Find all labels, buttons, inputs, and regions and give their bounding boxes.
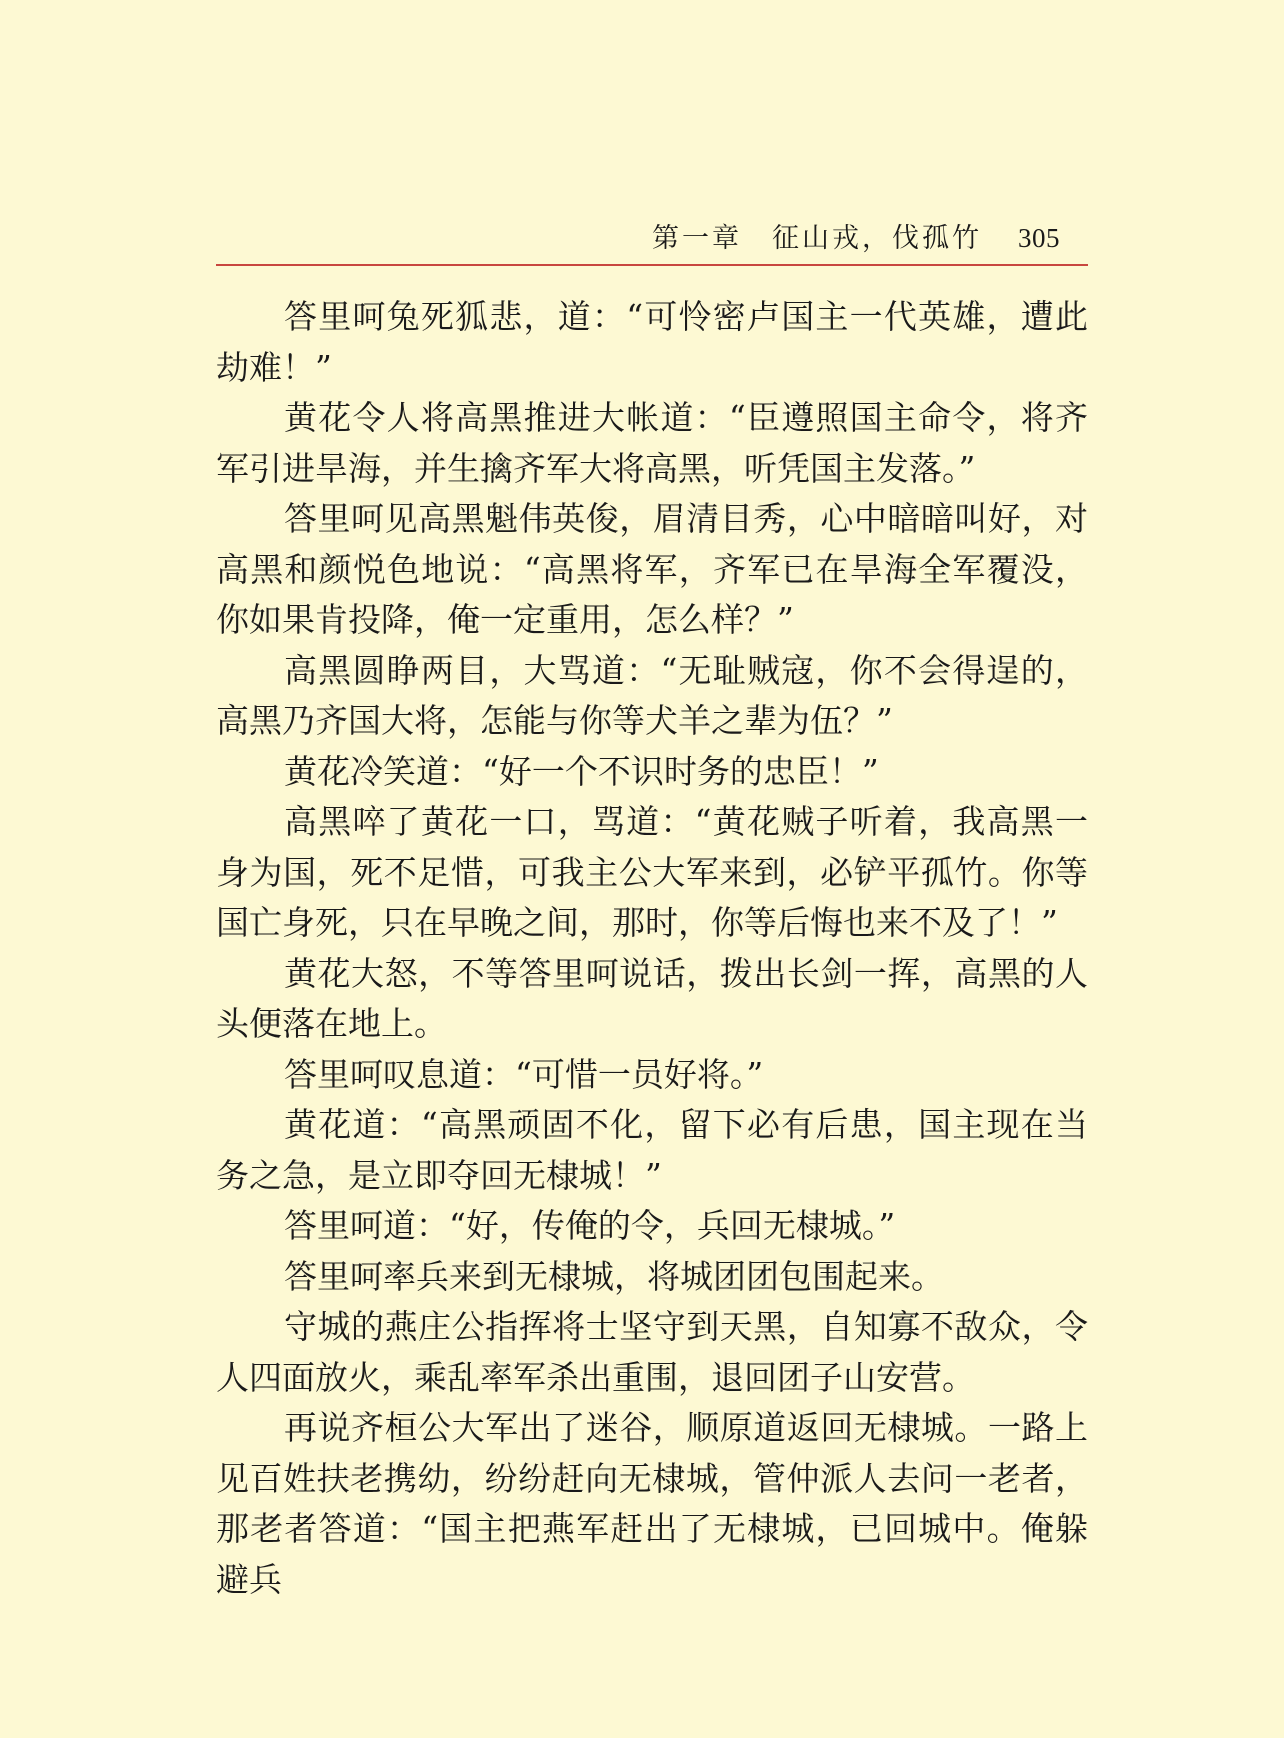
paragraph: 再说齐桓公大军出了迷谷，顺原道返回无棣城。一路上见百姓扶老携幼，纷纷赶向无棣城，管仲派人去问一老者，那老者答道：“国主把燕军赶出了无棣城，已回城中。俺躲避兵 [216, 1408, 1088, 1599]
running-head [216, 218, 1088, 258]
paragraph: 答里呵叹息道：“可惜一员好将。” [284, 1054, 764, 1094]
paragraph: 黄花令人将高黑推进大帐道：“臣遵照国主命令，将齐军引进旱海，并生擒齐军大将高黑，听凭国主发落。” [216, 398, 1088, 488]
page-number: 305 [1018, 223, 1060, 253]
paragraph: 答里呵兔死狐悲，道：“可怜密卢国主一代英雄，遭此劫难！” [216, 297, 1088, 387]
paragraph: 答里呵率兵来到无棣城，将城团团包围起来。 [284, 1256, 944, 1296]
paragraph: 黄花道：“高黑顽固不化，留下必有后患，国主现在当务之急，是立即夺回无棣城！” [216, 1105, 1088, 1195]
paragraph: 守城的燕庄公指挥将士坚守到天黑，自知寡不敌众，令人四面放火，乘乱率军杀出重围，退回团子山安营。 [216, 1307, 1088, 1397]
paragraph: 高黑啐了黄花一口，骂道：“黄花贼子听着，我高黑一身为国，死不足惜，可我主公大军来到，必铲平孤竹。你等国亡身死，只在早晚之间，那时，你等后悔也来不及了！” [216, 802, 1088, 942]
paragraph: 答里呵见高黑魁伟英俊，眉清目秀，心中暗暗叫好，对高黑和颜悦色地说：“高黑将军，齐军已在旱海全军覆没，你如果肯投降，俺一定重用，怎么样？” [216, 499, 1088, 639]
paragraph: 答里呵道：“好，传俺的令，兵回无棣城。” [284, 1206, 896, 1245]
header-rule [216, 264, 1088, 266]
chapter-title: 第一章 征山戎，伐孤竹 [652, 223, 982, 254]
paragraph: 高黑圆睁两目，大骂道：“无耻贼寇，你不会得逞的，高黑乃齐国大将，怎能与你等犬羊之辈为伍？” [216, 650, 1088, 740]
paragraph: 黄花大怒，不等答里呵说话，拨出长剑一挥，高黑的人头便落在地上。 [216, 953, 1088, 1043]
body-text [216, 292, 1088, 1605]
paragraph: 黄花冷笑道：“好一个不识时务的忠臣！” [284, 751, 879, 791]
